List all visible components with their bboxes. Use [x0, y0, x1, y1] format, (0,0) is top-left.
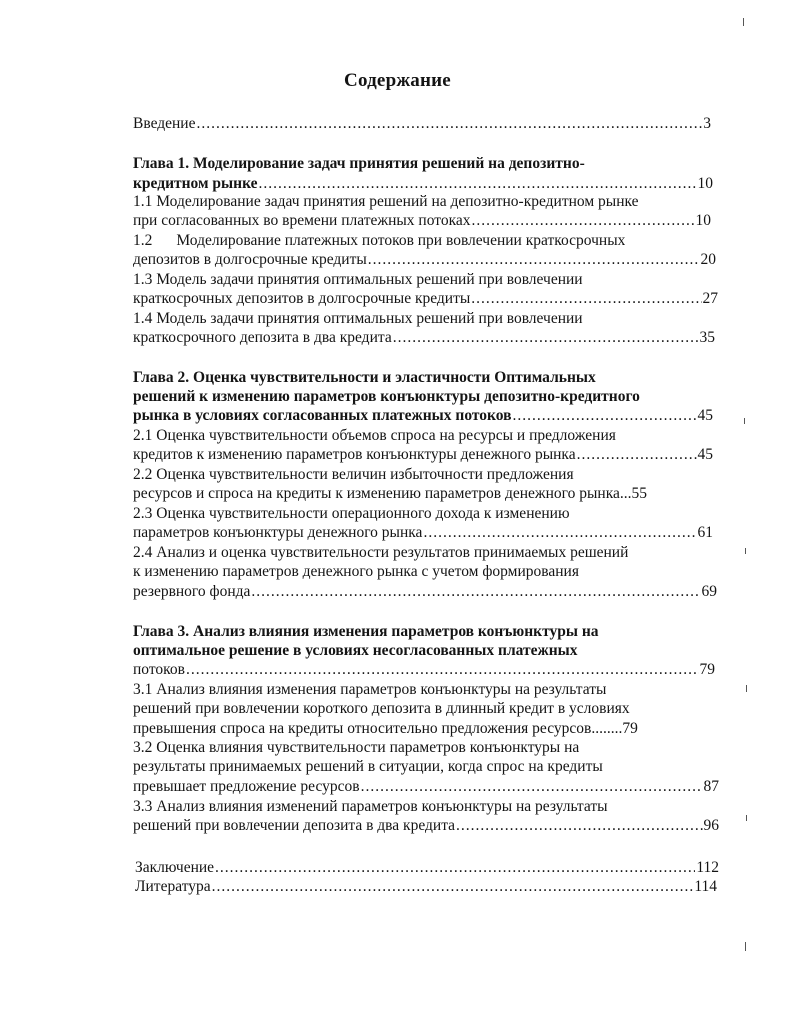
- scan-mark: [745, 942, 746, 951]
- toc-section-2-2-line1: 2.2 Оценка чувствительности величин избыточности предложения: [133, 466, 574, 483]
- toc-chapter-3-line3: потоков ..... 79: [133, 660, 715, 679]
- toc-section-2-1-line1: 2.1 Оценка чувствительности объемов спроса на ресурсы и предложения: [133, 427, 616, 444]
- toc-section-1-2-line1: 1.2 Моделирование платежных потоков при вовлечении краткосрочных: [133, 232, 626, 249]
- page-title: Содержание: [344, 70, 451, 91]
- scan-mark: [745, 548, 746, 554]
- scan-mark: [744, 418, 745, 424]
- toc-chapter-3-line1: Глава 3. Анализ влияния изменения параметров конъюнктуры на: [133, 623, 599, 640]
- toc-section-1-4-line1: 1.4 Модель задачи принятия оптимальных решений при вовлечении: [133, 310, 583, 327]
- toc-section-1-2-line2: депозитов в долгосрочные кредиты ..... 20: [133, 250, 716, 269]
- toc-section-3-2-line2: результаты принимаемых решений в ситуации, когда спрос на кредиты: [133, 758, 603, 775]
- toc-chapter-1-line1: Глава 1. Моделирование задач принятия решений на депозитно-: [133, 155, 585, 172]
- toc-section-3-1-line3: превышения спроса на кредиты относительно предложения ресурсов........79: [133, 720, 638, 737]
- toc-chapter-2-line2: решений к изменению параметров конъюнктуры депозитно-кредитного: [133, 388, 640, 405]
- scan-mark: [746, 815, 747, 821]
- toc-section-1-4-line2: краткосрочного депозита в два кредита ..... 35: [133, 328, 715, 347]
- toc-section-3-2-line3: превышает предложение ресурсов ..... 87: [133, 777, 719, 796]
- toc-section-2-4-line3: резервного фонда ..... 69: [133, 582, 717, 601]
- toc-chapter-2-line3: рынка в условиях согласованных платежных потоков ..... 45: [133, 406, 713, 425]
- toc-section-3-3-line1: 3.3 Анализ влияния изменений параметров конъюнктуры на результаты: [133, 798, 608, 815]
- toc-section-3-1-line1: 3.1 Анализ влияния изменения параметров конъюнктуры на результаты: [133, 681, 607, 698]
- toc-section-2-1-line2: кредитов к изменению параметров конъюнктуры денежного рынка ..... 45: [133, 445, 713, 464]
- toc-section-1-3-line2: краткосрочных депозитов в долгосрочные кредиты ..... 27: [133, 289, 718, 308]
- toc-entry-intro: Введение ..... 3: [133, 114, 711, 133]
- toc-section-2-3-line2: параметров конъюнктуры денежного рынка ..... 61: [133, 523, 713, 542]
- toc-chapter-1-line2: кредитном рынке ..... 10: [133, 174, 713, 193]
- toc-entry-literature: Литература ..... 114: [135, 877, 717, 896]
- toc-section-2-3-line1: 2.3 Оценка чувствительности операционного дохода к изменению: [133, 505, 570, 522]
- toc-chapter-3-line2: оптимальное решение в условиях несогласованных платежных: [133, 642, 578, 659]
- toc-section-3-1-line2: решений при вовлечении короткого депозита в длинный кредит в условиях: [133, 700, 630, 717]
- toc-section-1-3-line1: 1.3 Модель задачи принятия оптимальных решений при вовлечении: [133, 271, 583, 288]
- toc-section-2-2-line2: ресурсов и спроса на кредиты к изменению параметров денежного рынка...55: [133, 485, 648, 502]
- toc-section-2-4-line1: 2.4 Анализ и оценка чувствительности результатов принимаемых решений: [133, 544, 629, 561]
- toc-entry-conclusion: Заключение ..... 112: [135, 858, 719, 877]
- toc-section-1-1-line1: 1.1 Моделирование задач принятия решений на депозитно-кредитном рынке: [133, 193, 639, 210]
- scan-mark: [743, 18, 744, 26]
- toc-section-3-3-line2: решений при вовлечении депозита в два кредита ..... 96: [133, 816, 719, 835]
- toc-section-2-4-line2: к изменению параметров денежного рынка с учетом формирования: [133, 563, 579, 580]
- toc-chapter-2-line1: Глава 2. Оценка чувствительности и эластичности Оптимальных: [133, 369, 596, 386]
- toc-section-1-1-line2: при согласованных во времени платежных потоках ..... 10: [133, 211, 711, 230]
- toc-section-3-2-line1: 3.2 Оценка влияния чувствительности параметров конъюнктуры на: [133, 739, 580, 756]
- scan-mark: [746, 685, 747, 692]
